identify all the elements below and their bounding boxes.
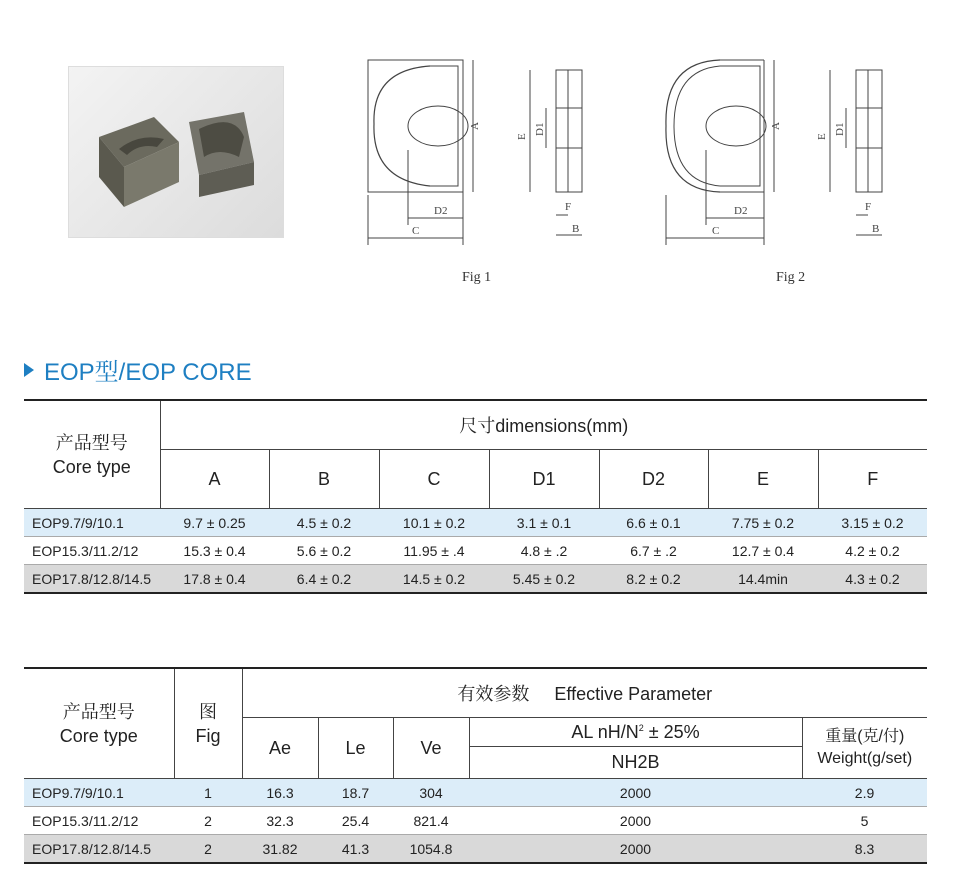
svg-text:F: F	[565, 201, 572, 213]
figure-2-drawing	[662, 50, 922, 255]
table-row: EOP9.7/9/10.1 1 16.3 18.7 304 2000 2.9	[24, 779, 927, 807]
table-row: EOP15.3/11.2/12 15.3 ± 0.4 5.6 ± 0.2 11.95 ± .4 4.8 ± .2 6.7 ± .2 12.7 ± 0.4 4.2 ± 0.2	[24, 537, 927, 565]
col-header-c: C	[379, 450, 489, 509]
col-header-f: F	[818, 450, 927, 509]
col-header-d1: D1	[489, 450, 599, 509]
svg-text:D2: D2	[734, 205, 748, 217]
svg-text:D2: D2	[434, 205, 448, 217]
col-header-b: B	[269, 450, 379, 509]
dimensions-table	[24, 399, 927, 594]
col-header-a: A	[160, 450, 269, 509]
figure-1-drawing	[360, 50, 620, 255]
table-row: EOP17.8/12.8/14.5 2 31.82 41.3 1054.8 2000 8.3	[24, 835, 927, 864]
dimensions-group-header: 尺寸dimensions(mm)	[160, 400, 927, 450]
fig-header: 图 Fig	[174, 668, 242, 779]
col-header-e: E	[708, 450, 818, 509]
triangle-bullet-icon	[24, 363, 34, 377]
svg-text:E: E	[816, 133, 828, 140]
svg-text:A: A	[469, 122, 481, 130]
effective-parameter-table	[24, 667, 927, 864]
svg-text:B: B	[572, 223, 580, 235]
table-row: EOP15.3/11.2/12 2 32.3 25.4 821.4 2000 5	[24, 807, 927, 835]
figure-1-caption: Fig 1	[462, 270, 492, 285]
svg-text:D1: D1	[834, 122, 846, 136]
table-row: EOP17.8/12.8/14.5 17.8 ± 0.4 6.4 ± 0.2 14.5 ± 0.2 5.45 ± 0.2 8.2 ± 0.2 14.4min 4.3 ± 0.2	[24, 565, 927, 594]
col-header-le: Le	[318, 718, 393, 779]
svg-text:B: B	[872, 223, 880, 235]
core-type-header: 产品型号 Core type	[52, 432, 131, 477]
material-header: NH2B	[469, 747, 802, 779]
svg-text:D1: D1	[534, 122, 546, 136]
svg-text:C: C	[412, 225, 420, 237]
al-header: AL $nH/N^2 \pm 25\%$	[469, 718, 802, 747]
col-header-ae: Ae	[242, 718, 318, 779]
weight-header: 重量(克/付) Weight(g/set)	[802, 718, 927, 779]
svg-text:E: E	[516, 133, 528, 140]
table-row: EOP9.7/9/10.1 9.7 ± 0.25 4.5 ± 0.2 10.1 ± 0.2 3.1 ± 0.1 6.6 ± 0.1 7.75 ± 0.2 3.15 ± 0.2	[24, 509, 927, 537]
col-header-d2: D2	[599, 450, 708, 509]
effective-parameter-header: 有效参数 Effective Parameter	[242, 668, 927, 718]
section-title-text: EOP型/EOP CORE	[44, 359, 252, 386]
figure-2-caption: Fig 2	[776, 270, 806, 285]
col-header-ve: Ve	[393, 718, 469, 779]
svg-text:F: F	[865, 201, 872, 213]
section-title	[24, 352, 252, 387]
product-photo	[68, 66, 284, 238]
core-type-header: 产品型号 Core type	[59, 701, 138, 746]
svg-text:C: C	[712, 225, 720, 237]
svg-text:A: A	[770, 122, 782, 130]
